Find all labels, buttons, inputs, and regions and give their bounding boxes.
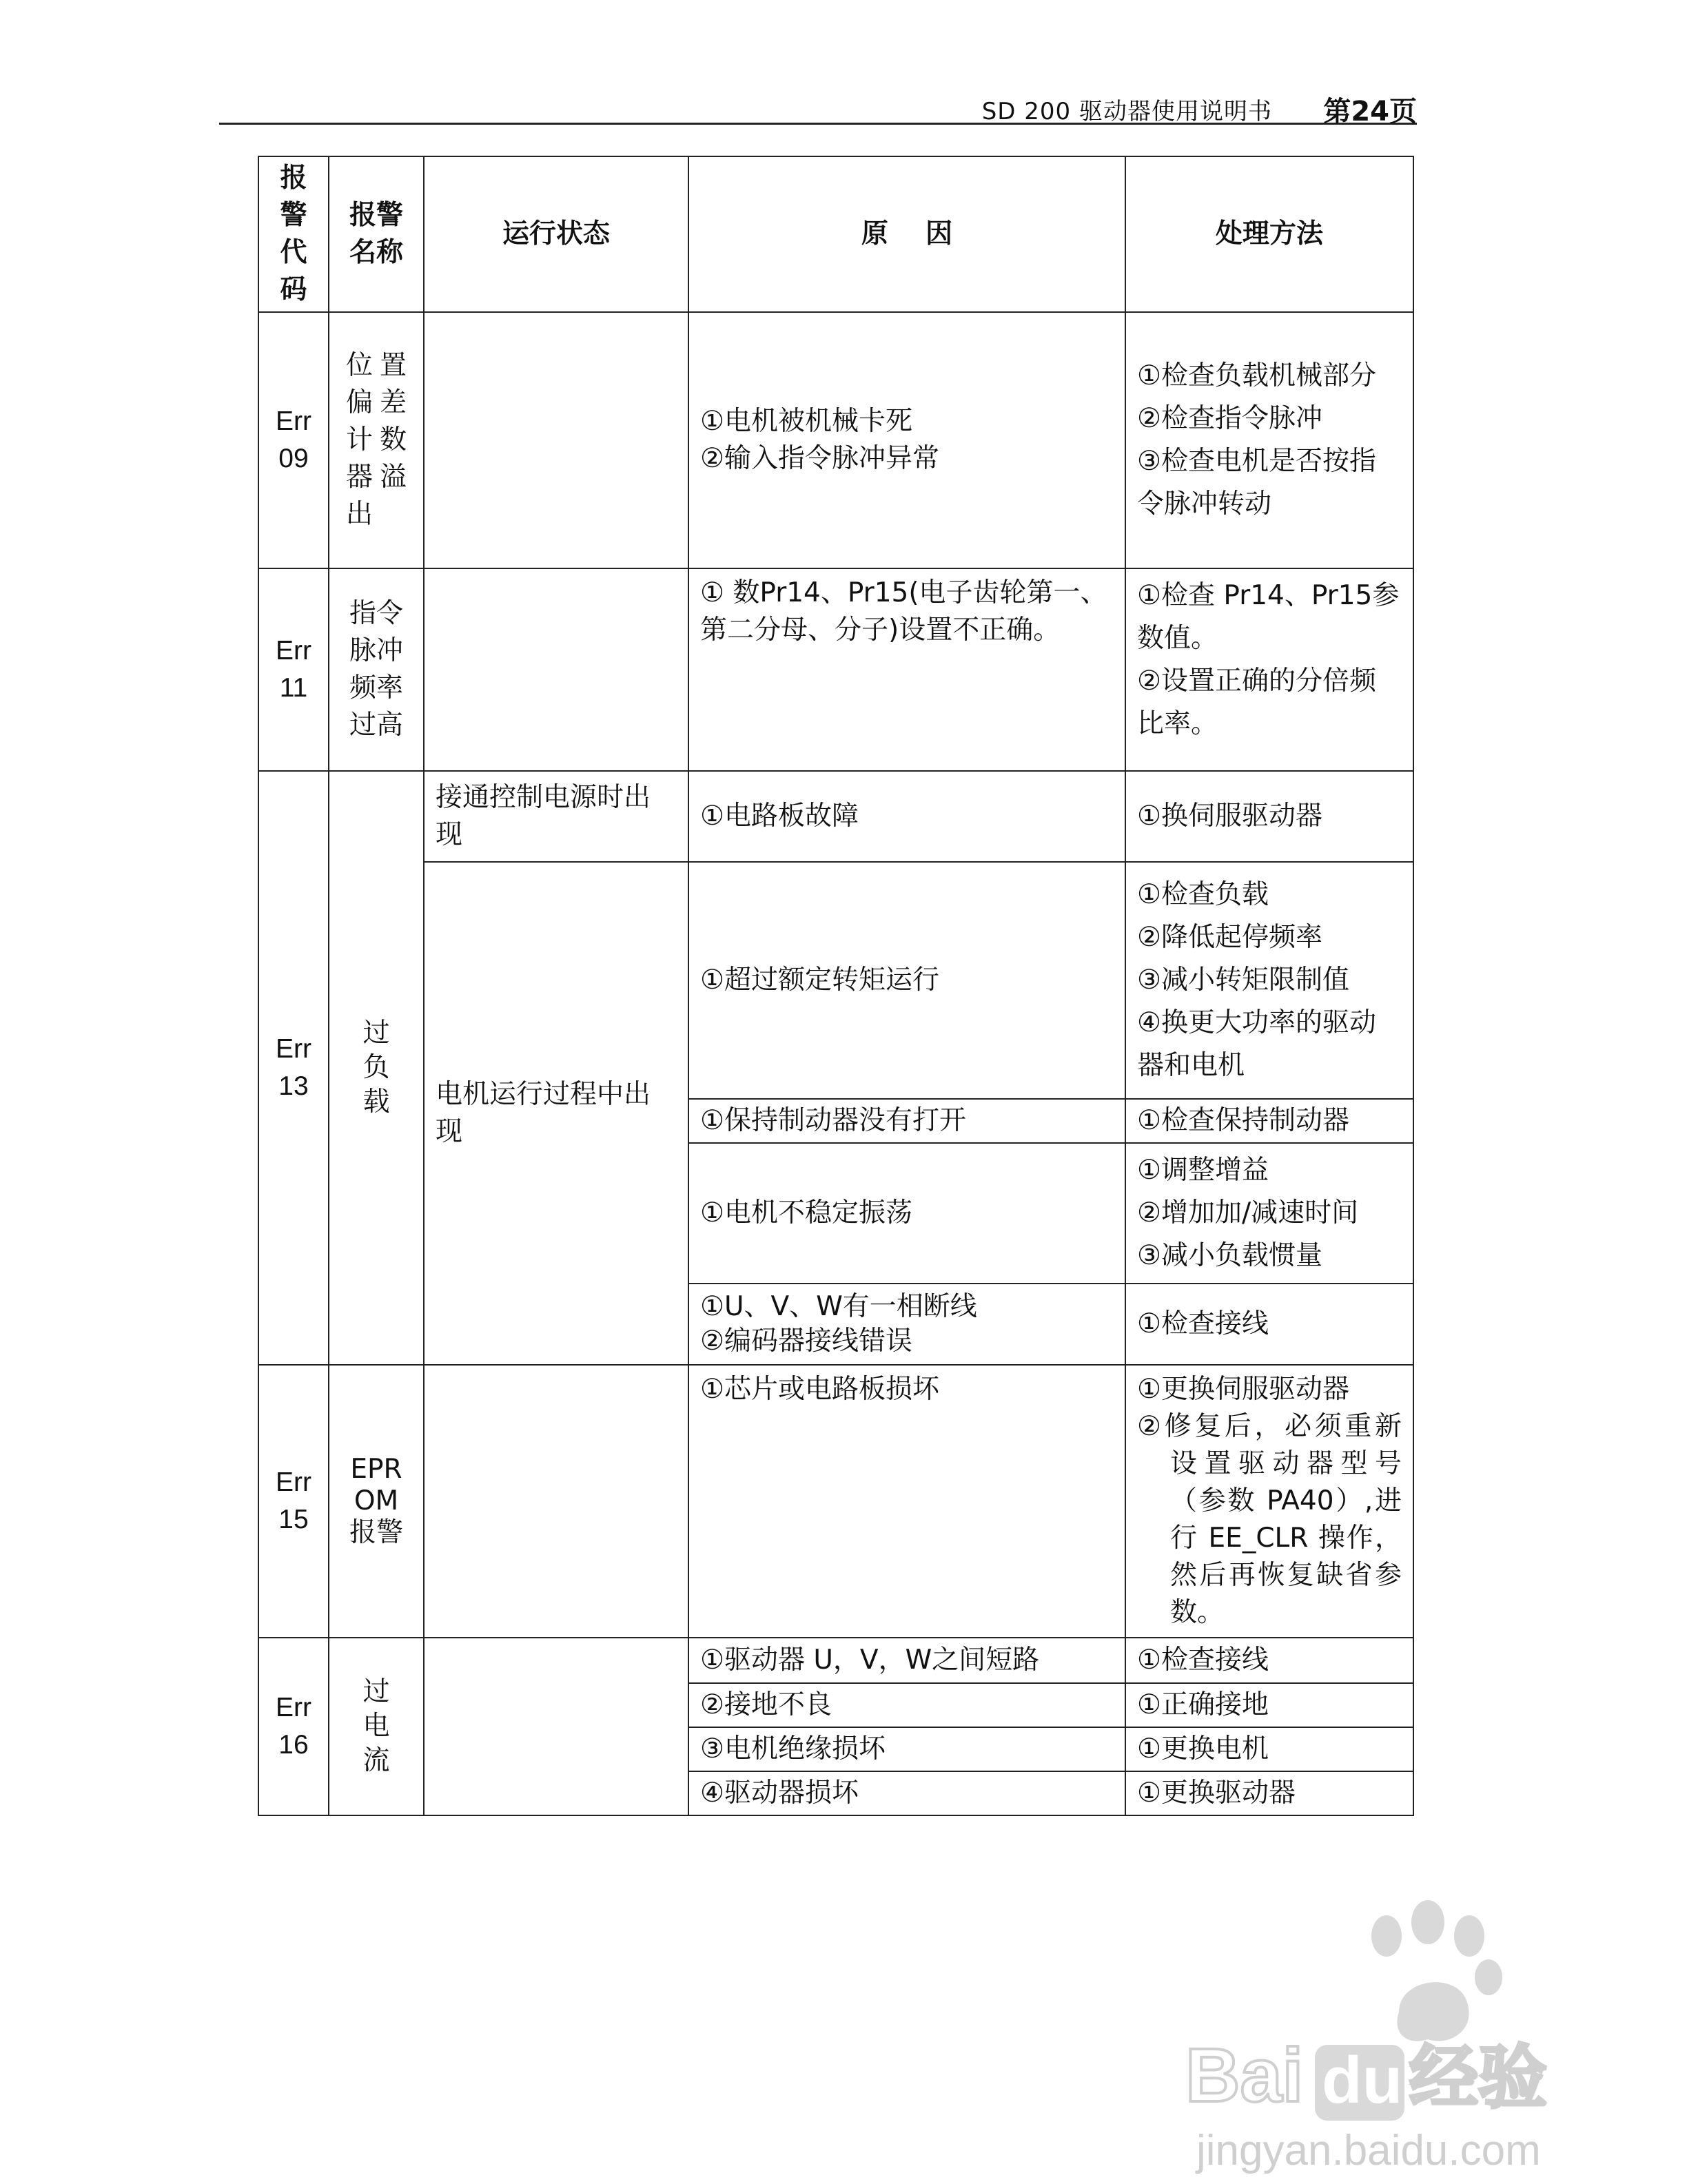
cause: ②接地不良 bbox=[688, 1683, 1125, 1727]
alarm-name: 过 电 流 bbox=[329, 1638, 424, 1815]
action: ①检查接线 bbox=[1125, 1638, 1413, 1683]
cause: ①芯片或电路板损坏 bbox=[688, 1365, 1125, 1638]
action-item: ③减小负载惯量 bbox=[1137, 1240, 1322, 1271]
cause: ①电机不稳定振荡 bbox=[688, 1143, 1125, 1284]
action-item: ②设置正确的分倍频比率。 bbox=[1137, 666, 1376, 739]
alarm-table bbox=[258, 156, 1414, 1816]
alarm-name: 指令 脉冲 频率 过高 bbox=[329, 568, 424, 771]
action: ①检查接线 bbox=[1125, 1284, 1413, 1365]
action: ①更换驱动器 bbox=[1125, 1771, 1413, 1815]
run-state: 接通控制电源时出现 bbox=[424, 771, 688, 862]
table-row-err09 bbox=[258, 312, 1413, 568]
table-row-err16 bbox=[258, 1638, 1413, 1683]
col-header-cause: 原 因 bbox=[688, 156, 1125, 312]
action: ①正确接地 bbox=[1125, 1683, 1413, 1727]
alarm-code: Err 16 bbox=[258, 1638, 329, 1815]
action: ①换伺服驱动器 bbox=[1125, 771, 1413, 862]
table-header-row bbox=[258, 156, 1413, 312]
run-state bbox=[424, 312, 688, 568]
watermark-brand-b: du bbox=[1322, 2043, 1403, 2117]
run-state bbox=[424, 1365, 688, 1638]
alarm-name: 位置 偏差 计数 器溢 出 bbox=[329, 312, 424, 568]
cause: ①超过额定转矩运行 bbox=[688, 862, 1125, 1099]
action: ①检查保持制动器 bbox=[1125, 1099, 1413, 1143]
alarm-code: Err 09 bbox=[258, 312, 329, 568]
action bbox=[1125, 312, 1413, 568]
action-item: ①检查 Pr14、Pr15参数值。 bbox=[1137, 580, 1400, 654]
baidu-jingyan-watermark bbox=[1172, 1895, 1585, 2184]
action-item: ①更换伺服驱动器 bbox=[1137, 1374, 1349, 1405]
action bbox=[1125, 862, 1413, 1099]
page-number: 第24页 bbox=[1323, 96, 1417, 127]
alarm-code: Err 11 bbox=[258, 568, 329, 771]
table-row bbox=[258, 862, 1413, 1099]
col-header-state: 运行状态 bbox=[424, 156, 688, 312]
run-state: 电机运行过程中出现 bbox=[424, 862, 688, 1365]
action-item: ③减小转矩限制值 bbox=[1137, 965, 1349, 996]
action-item: ②修复后，必须重新设置驱动器型号（参数 PA40）,进行 EE_CLR 操作，然后再恢复缺省参数。 bbox=[1137, 1411, 1402, 1628]
cause: ①电路板故障 bbox=[688, 771, 1125, 862]
page-header bbox=[219, 92, 1417, 125]
action-item: ③检查电机是否按指令脉冲转动 bbox=[1137, 446, 1376, 519]
watermark-brand-a: Bai bbox=[1185, 2033, 1304, 2118]
cause: ④驱动器损坏 bbox=[688, 1771, 1125, 1815]
action-item: ②检查指令脉冲 bbox=[1137, 403, 1322, 434]
col-header-name: 报警 名称 bbox=[329, 156, 424, 312]
cause: ①驱动器 U，V，W之间短路 bbox=[688, 1638, 1125, 1683]
watermark-url: jingyan.baidu.com bbox=[1196, 2127, 1541, 2174]
run-state bbox=[424, 1638, 688, 1815]
cause: ①保持制动器没有打开 bbox=[688, 1099, 1125, 1143]
action-item: ①检查负载机械部分 bbox=[1137, 360, 1376, 391]
table-row-err11 bbox=[258, 568, 1413, 771]
action-item: ①检查负载 bbox=[1137, 879, 1269, 910]
alarm-name: EPR OM 报警 bbox=[329, 1365, 424, 1638]
action-item: ②降低起停频率 bbox=[1137, 922, 1322, 953]
watermark-brand-c: 经验 bbox=[1409, 2037, 1547, 2118]
cause: ③电机绝缘损坏 bbox=[688, 1727, 1125, 1771]
alarm-code: Err 15 bbox=[258, 1365, 329, 1638]
col-header-code: 报 警 代 码 bbox=[258, 156, 329, 312]
table-row-err15 bbox=[258, 1365, 1413, 1638]
cause: ① 数Pr14、Pr15(电子齿轮第一、第二分母、分子)设置不正确。 bbox=[688, 568, 1125, 771]
col-header-action: 处理方法 bbox=[1125, 156, 1413, 312]
document-title: SD 200 驱动器使用说明书 bbox=[981, 98, 1272, 125]
action-item: ④换更大功率的驱动器和电机 bbox=[1137, 1007, 1376, 1081]
action bbox=[1125, 568, 1413, 771]
action bbox=[1125, 1143, 1413, 1284]
paw-icon bbox=[1371, 1900, 1502, 2041]
action bbox=[1125, 1365, 1413, 1638]
alarm-code: Err 13 bbox=[258, 771, 329, 1365]
cause: ①电机被机械卡死 ②输入指令脉冲异常 bbox=[688, 312, 1125, 568]
action: ①更换电机 bbox=[1125, 1727, 1413, 1771]
action-item: ①调整增益 bbox=[1137, 1155, 1269, 1186]
run-state bbox=[424, 568, 688, 771]
alarm-name: 过 负 载 bbox=[329, 771, 424, 1365]
cause: ①U、V、W有一相断线 ②编码器接线错误 bbox=[688, 1284, 1125, 1365]
table-row-err13 bbox=[258, 771, 1413, 862]
action-item: ②增加加/减速时间 bbox=[1137, 1197, 1359, 1228]
